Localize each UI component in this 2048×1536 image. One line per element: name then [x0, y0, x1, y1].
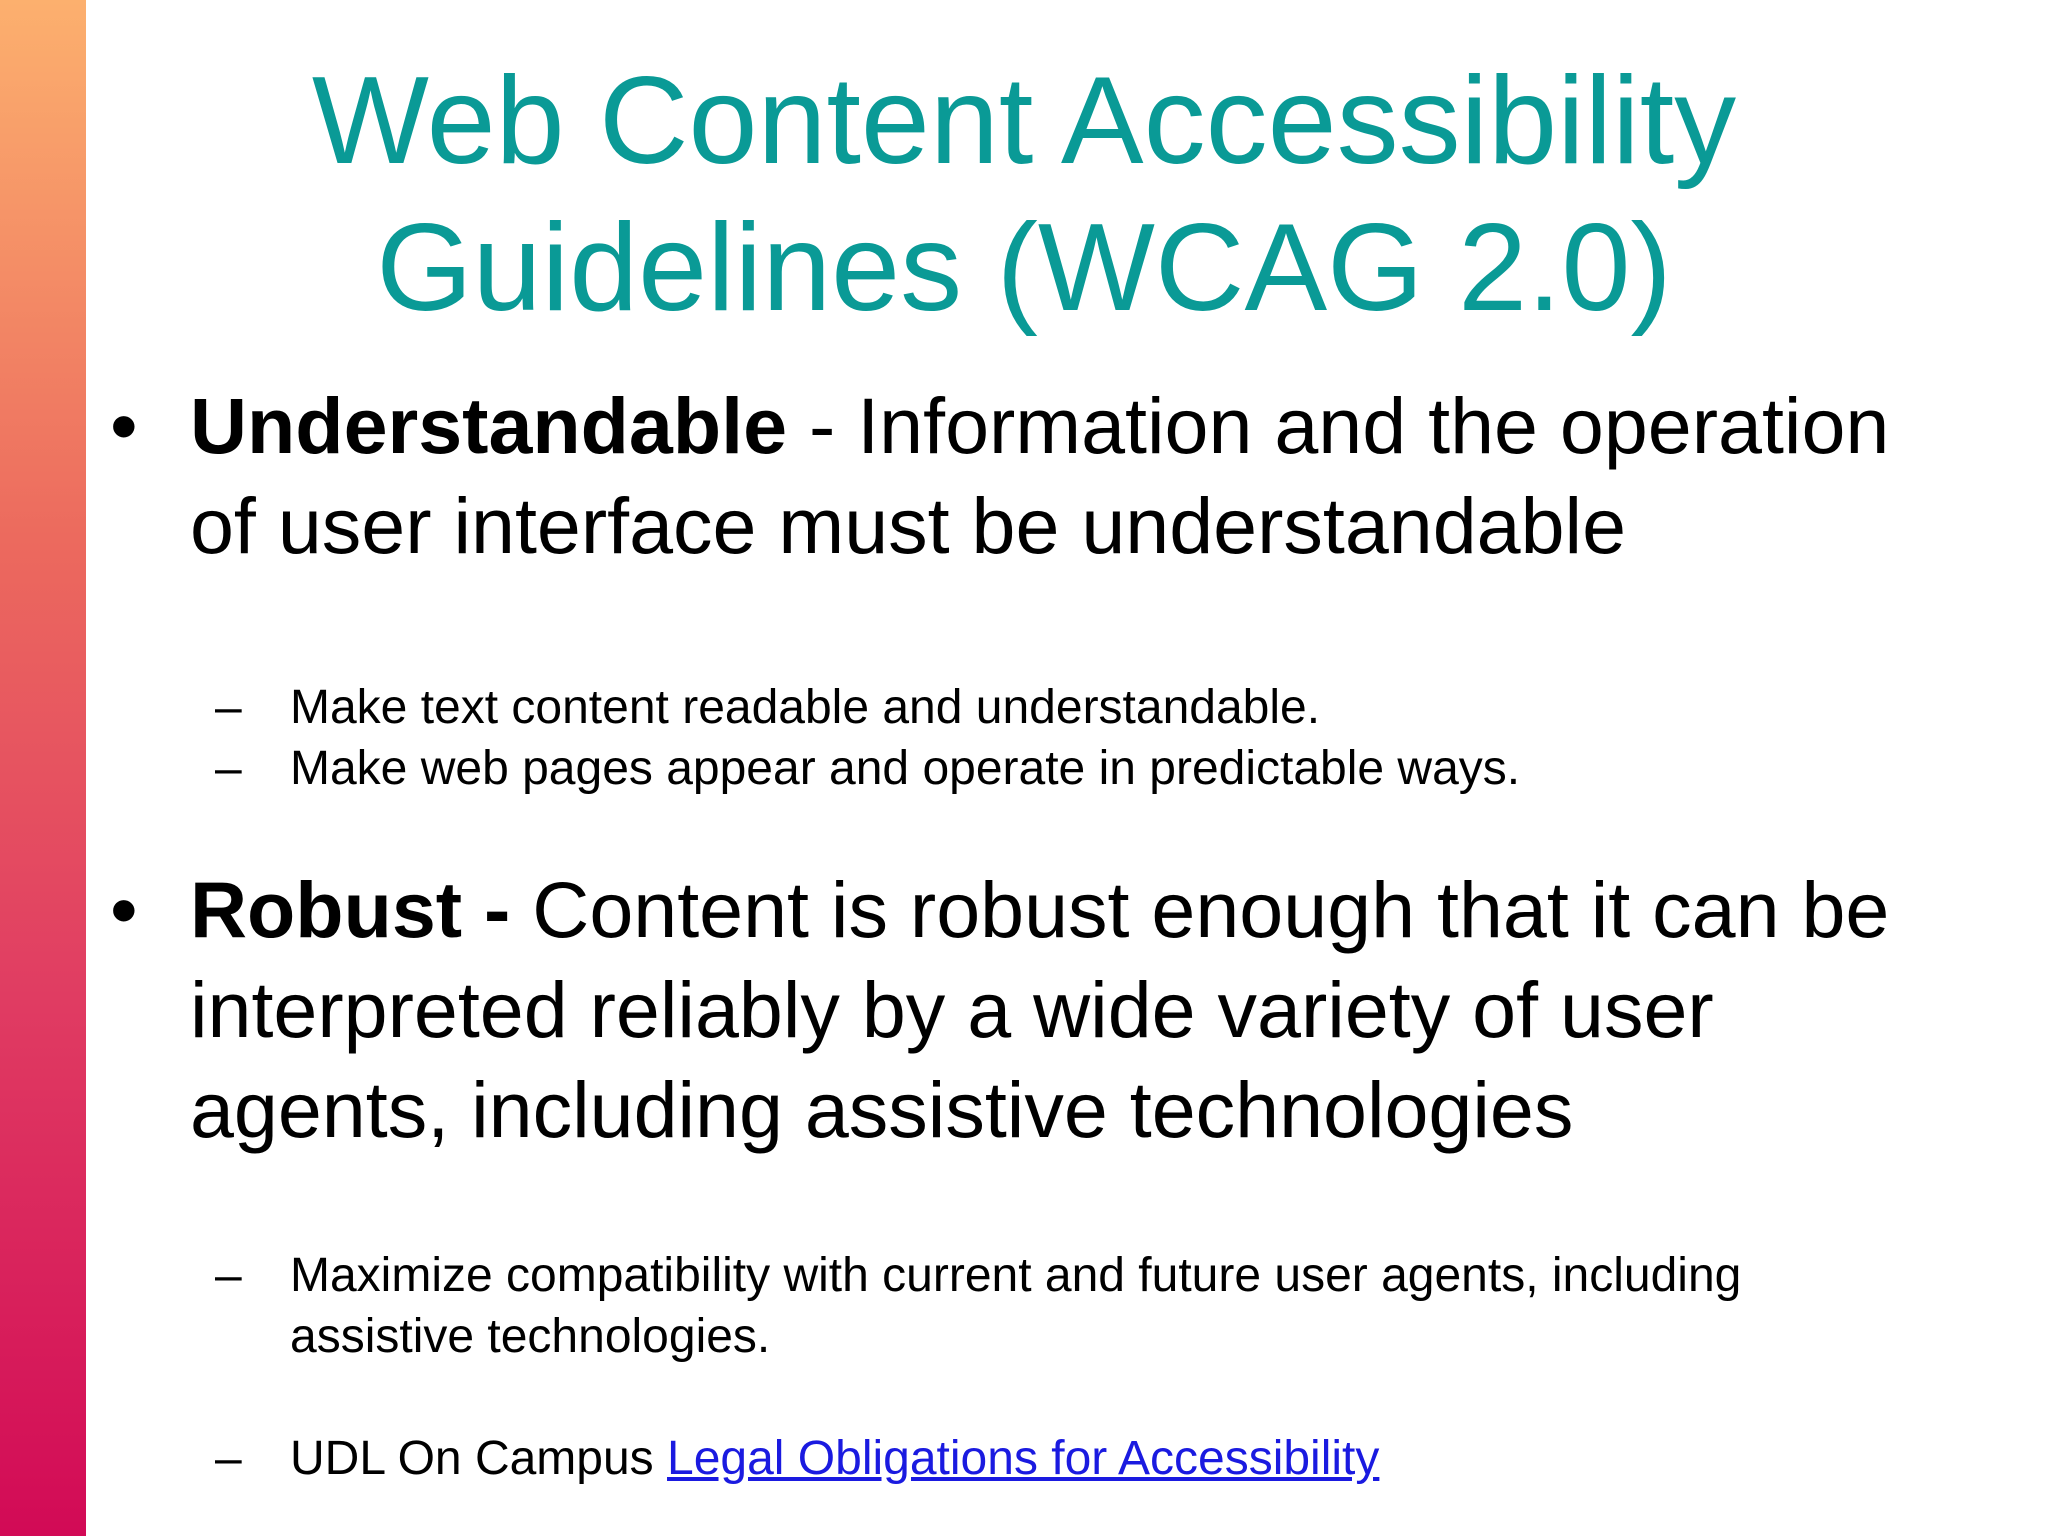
bullet-term: Robust - — [190, 865, 533, 954]
bullet-point: • — [110, 381, 138, 470]
bullet-term: Understandable — [190, 381, 788, 470]
bullet-text: Information and the operation of user interface must be understandable — [190, 381, 1890, 570]
dash-mark: – — [215, 1432, 242, 1485]
slide-title-line-2: Guidelines (WCAG 2.0) — [376, 199, 1672, 337]
subitem-compatibility — [215, 1245, 1890, 1367]
slide-title-line-1: Web Content Accessibility — [311, 52, 1737, 190]
subitem-text: Make web pages appear and operate in predictable ways. — [290, 742, 1521, 795]
dash-mark: – — [215, 742, 242, 795]
subitem-prefix: UDL On Campus — [290, 1432, 668, 1485]
dash-mark: – — [215, 681, 242, 734]
subitem-udl-on-campus — [215, 1428, 1890, 1489]
subitem-text: Maximize compatibility with current and future user agents, including assistive technologies. — [290, 1249, 1742, 1363]
bullet-understandable — [110, 376, 1950, 576]
bullet-robust — [110, 860, 1950, 1160]
legal-obligations-link[interactable]: Legal Obligations for Accessibility — [667, 1432, 1380, 1485]
subitem-text: Make text content readable and understandable. — [290, 681, 1321, 734]
subitem-predictable — [215, 738, 1890, 799]
bullet-text: Content is robust enough that it can be interpreted reliably by a wide variety of user agents, including assistive technologies — [190, 865, 1890, 1154]
bullet-separator: - — [787, 381, 858, 470]
dash-mark: – — [215, 1249, 242, 1302]
bullet-point: • — [110, 865, 138, 954]
subitem-readable — [215, 677, 1890, 738]
